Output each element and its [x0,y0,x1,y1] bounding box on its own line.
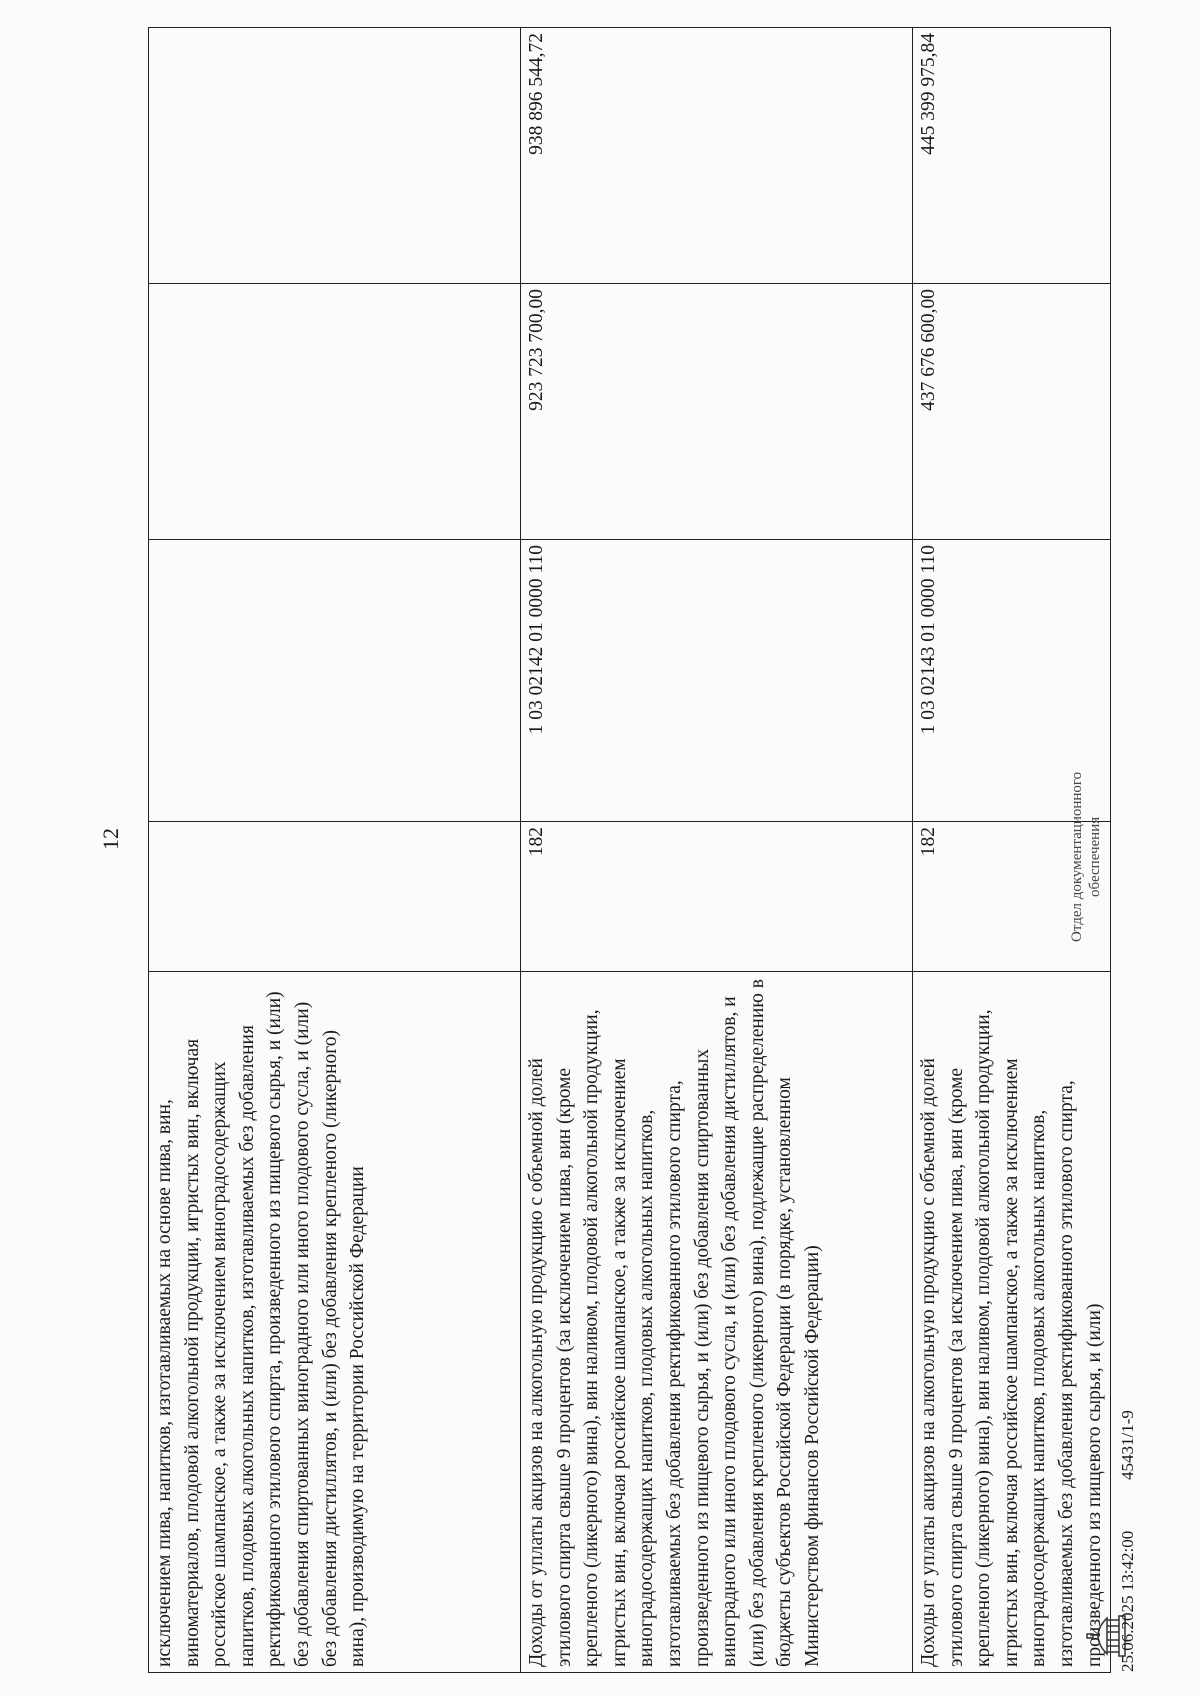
row-kbk-code: 1 03 02142 01 0000 110 [521,540,913,822]
rotated-table-container [148,33,1111,1673]
row-description: исключением пива, напитков, изготавливаемых на основе пива, вин, виноматериалов, плодовой алкогольной продукции, игристых вин, включая российское шампанское, а также за исключением виноградосодержащих напитков, плодовых алкогольных напитков, изготавливаемых без добавления ректификованного этилового спирта, произведенного из пищевого сырья, и (или) без добавления спиртованных виноградного или иного плодового сусла, и (или) без добавления дистиллятов, и (или) без добавления крепленого (ликерного) вина), производимую на территории Российской Федерации [149,972,521,1673]
department-line-1: Отдел документационного [1069,771,1085,942]
footer-doc-number: 45431/1-9 [1118,1410,1137,1480]
row-value-1: 923 723 700,00 [521,284,913,540]
footer-department-stamp [1068,772,1104,942]
row-value-1: 437 676 600,00 [913,284,1111,540]
row-admin-code: 182 [521,822,913,972]
row-admin-code: 182 [913,822,1111,972]
footer-datetime: 25.06.2025 13:42:00 [1118,1530,1137,1672]
table-row [149,28,521,1673]
page-number: 12 [98,828,123,850]
row-description: Доходы от уплаты акцизов на алкогольную продукцию с объемной долей этилового спирта свыше 9 процентов (за исключением пива, вин (кроме крепленого (ликерного) вина), вин наливом, плодовой алкогольной продукции, игристых вин, включая российское шампанское, а также за исключением виноградосодержащих напитков, плодовых алкогольных напитков, изготавливаемых без добавления ректификованного этилового спирта, произведенного из пищевого сырья, и (или) без добавления спиртованных виноградного или иного плодового сусла, и (или) без добавления дистиллятов, и (или) без добавления крепленого (ликерного) вина), подлежащие распределению в бюджеты субъектов Российской Федерации (в порядке, установленном Министерством финансов Российской Федерации) [521,972,913,1673]
row-kbk-code: 1 03 02143 01 0000 110 [913,540,1111,822]
row-value-2: 445 399 975,84 [913,28,1111,284]
revenue-table [148,27,1111,1673]
row-admin-code [149,822,521,972]
department-line-2: обеспечения [1087,816,1103,897]
row-kbk-code [149,540,521,822]
row-description: Доходы от уплаты акцизов на алкогольную продукцию с объемной долей этилового спирта свыше 9 процентов (за исключением пива, вин (кроме крепленого (ликерного) вина), вин наливом, плодовой алкогольной продукции, игристых вин, включая российское шампанское, а также за исключением виноградосодержащих напитков, плодовых алкогольных напитков, изготавливаемых без добавления ректификованного этилового спирта, произведенного из пищевого сырья, и (или) [913,972,1111,1673]
row-value-1 [149,284,521,540]
row-value-2 [149,28,521,284]
row-value-2: 938 896 544,72 [521,28,913,284]
table-row [521,28,913,1673]
